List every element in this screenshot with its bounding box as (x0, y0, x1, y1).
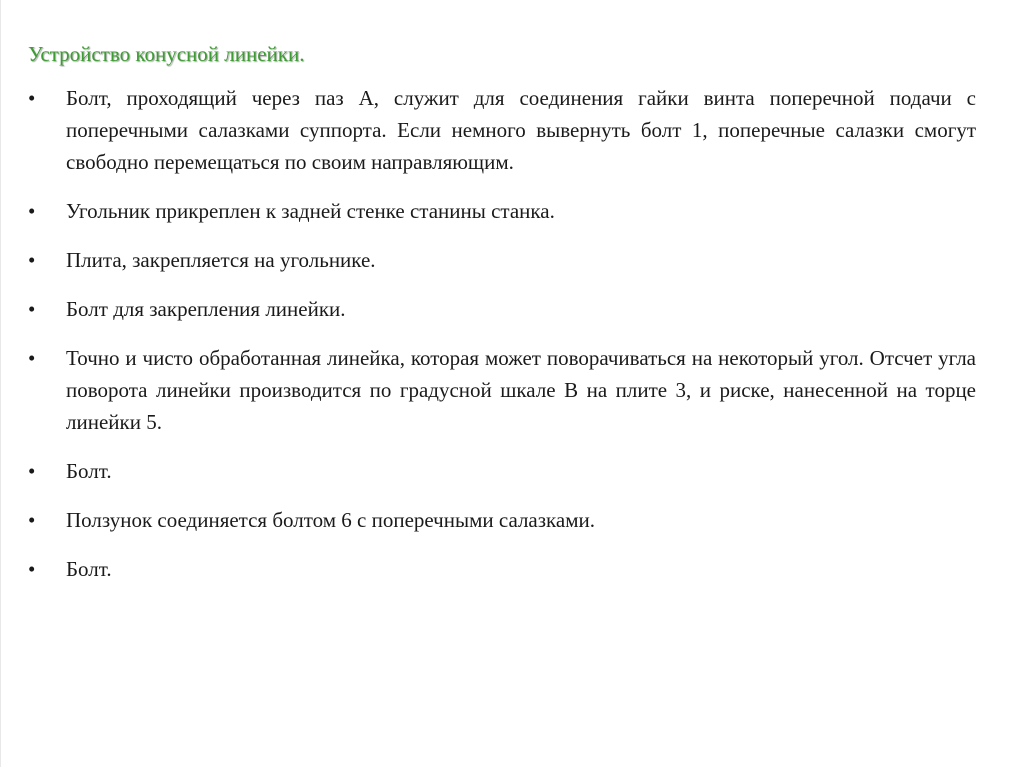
bullet-dot-icon: • (28, 508, 36, 532)
bullet-item (28, 504, 976, 536)
bullet-item (28, 293, 976, 325)
bullet-text: Болт для закрепления линейки. (66, 297, 346, 321)
bullet-dot-icon: • (28, 459, 36, 483)
bullet-item (28, 553, 976, 585)
bullet-item (28, 82, 976, 178)
bullet-text: Угольник прикреплен к задней стенке станины станка. (66, 199, 555, 223)
bullet-dot-icon: • (28, 86, 36, 110)
slide-title: Устройство конусной линейки. (28, 42, 305, 66)
bullet-text: Болт. (66, 459, 112, 483)
bullet-dot-icon: • (28, 248, 36, 272)
bullet-item (28, 342, 976, 438)
bullet-text: Ползунок соединяется болтом 6 с поперечными салазками. (66, 508, 596, 532)
bullet-list (28, 82, 976, 585)
bullet-dot-icon: • (28, 199, 36, 223)
bullet-text: Плита, закрепляется на угольнике. (66, 248, 376, 272)
bullet-item (28, 195, 976, 227)
bullet-dot-icon: • (28, 346, 36, 370)
bullet-text: Точно и чисто обработанная линейка, которая может поворачиваться на некоторый угол. Отсчет угла поворота линейки производится по градусной шкале В на плите 3, и риске, нанесенной на торце линейки 5. (66, 346, 976, 434)
bullet-item (28, 455, 976, 487)
bullet-dot-icon: • (28, 297, 36, 321)
bullet-text: Болт, проходящий через паз А, служит для соединения гайки винта поперечной подачи с поперечными салазками суппорта. Если немного вывернуть болт 1, поперечные салазки смогут свободно перемещаться по своим направляющим. (66, 86, 976, 174)
bullet-text: Болт. (66, 557, 112, 581)
bullet-item (28, 244, 976, 276)
bullet-dot-icon: • (28, 557, 36, 581)
